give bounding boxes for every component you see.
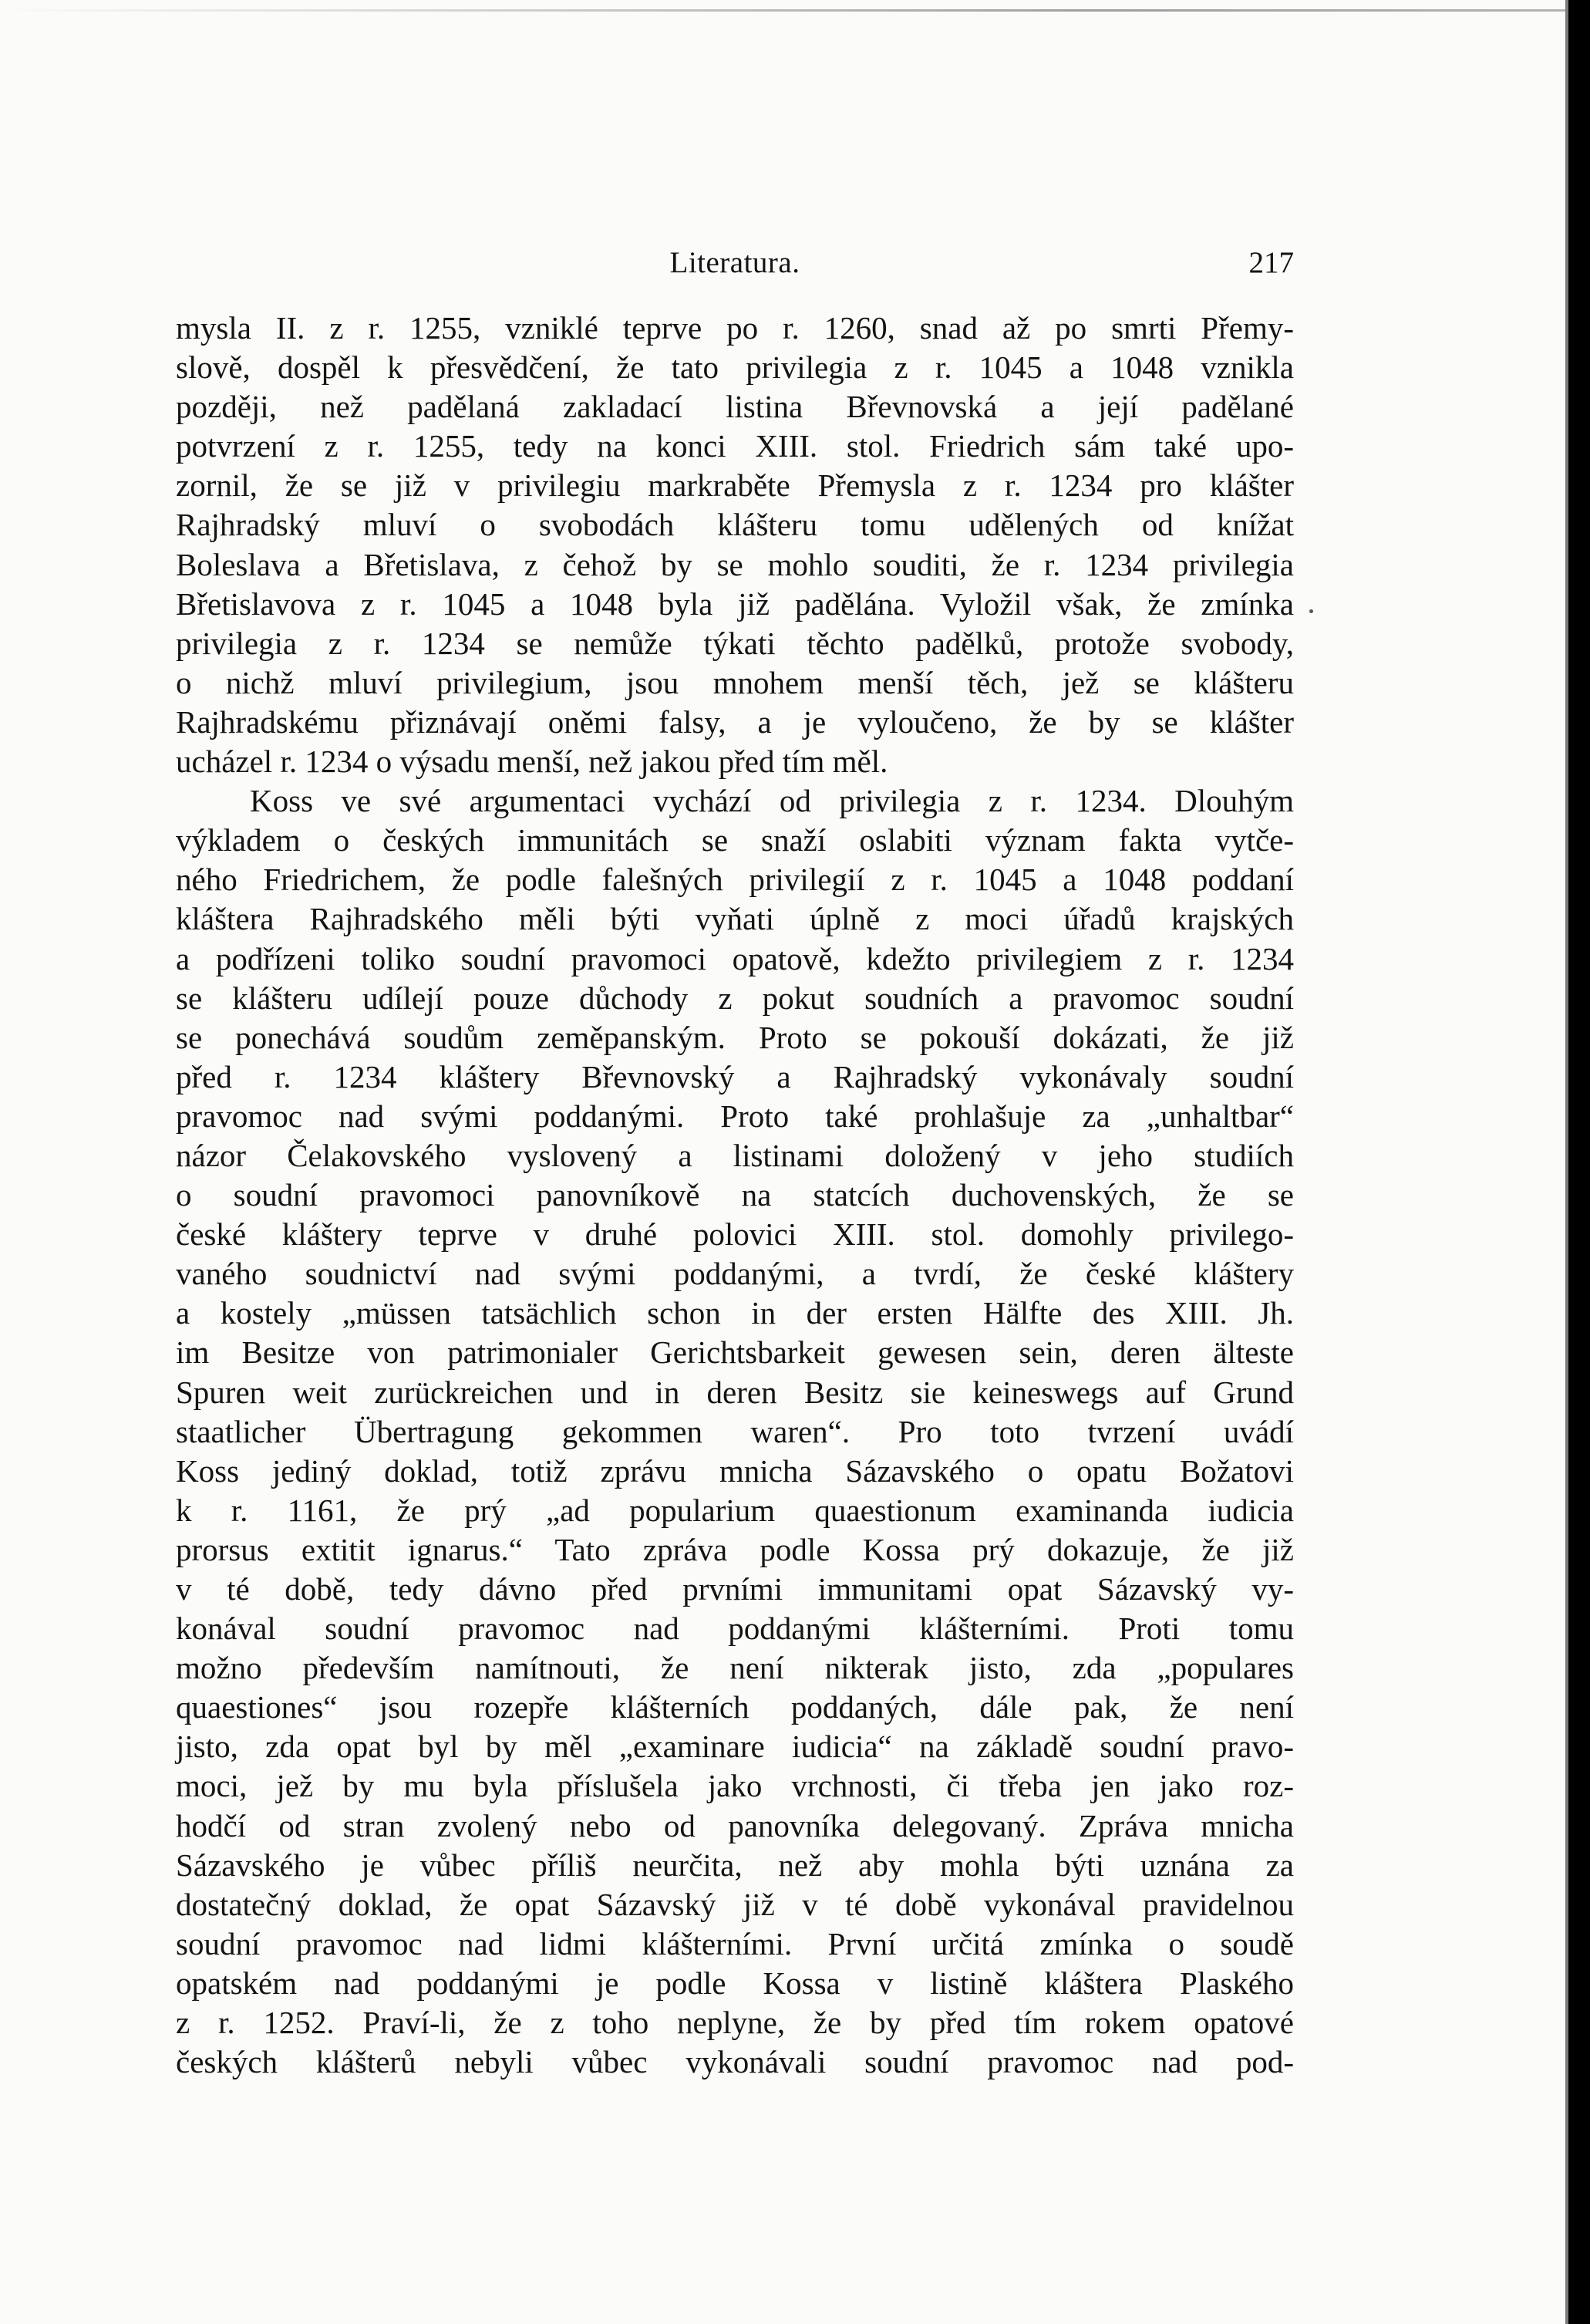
text-line: prorsus extitit ignarus.“ Tato zpráva podle Kossa prý dokazuje, že již [176, 1531, 1294, 1567]
text-line: slově, dospěl k přesvědčení, že tato privilegia z r. 1045 a 1048 vznikla [176, 349, 1294, 386]
scan-artifact-line [0, 9, 1565, 12]
text-line: české kláštery teprve v druhé polovici XIII. stol. domohly privilego- [176, 1216, 1294, 1253]
text-line: před r. 1234 kláštery Břevnovský a Rajhradský vykonávaly soudní [176, 1058, 1294, 1095]
text-line: o soudní pravomoci panovníkově na statcích duchovenských, že se [176, 1177, 1294, 1213]
text-line: im Besitze von patrimonialer Gerichtsbarkeit gewesen sein, deren älteste [176, 1334, 1294, 1371]
text-line: možno především namítnouti, že není nikterak jisto, zda „populares [176, 1650, 1294, 1686]
text-line: ného Friedrichem, že podle falešných privilegií z r. 1045 a 1048 poddaní [176, 862, 1294, 898]
text-line: později, než padělaná zakladací listina Břevnovská a její padělané [176, 389, 1294, 425]
running-head [176, 245, 1294, 284]
paragraph-start-line: Koss ve své argumentaci vychází od privilegia z r. 1234. Dlouhým [250, 783, 1294, 819]
text-line: Rajhradský mluví o svobodách klášteru tomu udělených od knížat [176, 507, 1294, 543]
text-line: a podřízeni toliko soudní pravomoci opatově, kdežto privilegiem z r. 1234 [176, 940, 1294, 976]
text-line: o nichž mluví privilegium, jsou mnohem menší těch, jež se klášteru [176, 664, 1294, 700]
text-line: moci, jež by mu byla příslušela jako vrchnosti, či třeba jen jako roz- [176, 1768, 1294, 1804]
text-line: quaestiones“ jsou rozepře klášterních poddaných, dále pak, že není [176, 1689, 1294, 1725]
text-line: ucházel r. 1234 o výsadu menší, než jakou před tím měl. [176, 744, 888, 780]
text-line: Boleslava a Břetislava, z čehož by se mohlo souditi, že r. 1234 privilegia [176, 546, 1294, 582]
text-line: jisto, zda opat byl by měl „examinare iudicia“ na základě soudní pravo- [176, 1729, 1294, 1765]
text-line: Spuren weit zurückreichen und in deren Besitz sie keineswegs auf Grund [176, 1374, 1294, 1410]
text-line: se ponechává soudům zeměpanským. Proto se pokouší dokázati, že již [176, 1019, 1294, 1055]
text-line: opatském nad poddanými je podle Kossa v listině kláštera Plaského [176, 1965, 1294, 2001]
page-edge [1565, 0, 1568, 2324]
page-number: 217 [1248, 246, 1294, 279]
text-line: se klášteru udílejí pouze důchody z pokut soudních a pravomoc soudní [176, 980, 1294, 1016]
text-line: soudní pravomoc nad lidmi klášterními. První určitá zmínka o soudě [176, 1925, 1294, 1961]
text-line: českých klášterů nebyli vůbec vykonávali soudní pravomoc nad pod- [176, 2044, 1294, 2080]
text-line: Sázavského je vůbec příliš neurčita, než aby mohla býti uznána za [176, 1847, 1294, 1883]
text-line: konával soudní pravomoc nad poddanými klášterními. Proti tomu [176, 1611, 1294, 1647]
text-line: Rajhradskému přiznávají oněmi falsy, a je vyloučeno, že by se klášter [176, 703, 1294, 740]
scan-speck [1309, 609, 1313, 613]
text-line: v té době, tedy dávno před prvními immunitami opat Sázavský vy- [176, 1571, 1294, 1607]
text-line: výkladem o českých immunitách se snaží oslabiti význam fakta vytče- [176, 822, 1294, 858]
text-line: Koss jediný doklad, totiž zprávu mnicha Sázavského o opatu Božatovi [176, 1452, 1294, 1489]
text-line: mysla II. z r. 1255, vzniklé teprve po r. 1260, snad až po smrti Přemy- [176, 310, 1294, 346]
text-line: potvrzení z r. 1255, tedy na konci XIII. stol. Friedrich sám také upo- [176, 428, 1294, 464]
text-line: privilegia z r. 1234 se nemůže týkati těchto padělků, protože svobody, [176, 625, 1294, 661]
text-line: a kostely „müssen tatsächlich schon in der ersten Hälfte des XIII. Jh. [176, 1295, 1294, 1331]
text-line: vaného soudnictví nad svými poddanými, a tvrdí, že české kláštery [176, 1256, 1294, 1292]
text-line: dostatečný doklad, že opat Sázavský již v té době vykonával pravidelnou [176, 1886, 1294, 1922]
text-line: zornil, že se již v privilegiu markraběte Přemysla z r. 1234 pro klášter [176, 467, 1294, 504]
text-line: z r. 1252. Praví-li, že z toho neplyne, že by před tím rokem opatové [176, 2005, 1294, 2041]
text-line: kláštera Rajhradského měli býti vyňati úplně z moci úřadů krajských [176, 901, 1294, 937]
section-title: Literatura. [669, 246, 800, 279]
text-line: názor Čelakovského vyslovený a listinami doložený v jeho studiích [176, 1137, 1294, 1173]
text-line: pravomoc nad svými poddanými. Proto také prohlašuje za „unhaltbar“ [176, 1098, 1294, 1134]
text-line: staatlicher Übertragung gekommen waren“. Pro toto tvrzení uvádí [176, 1413, 1294, 1449]
text-line: hodčí od stran zvolený nebo od panovníka delegovaný. Zpráva mnicha [176, 1807, 1294, 1843]
text-line: Břetislavova z r. 1045 a 1048 byla již padělána. Vyložil však, že zmínka [176, 585, 1294, 622]
body-text [176, 309, 1294, 2082]
text-line: k r. 1161, že prý „ad popularium quaestionum examinanda iudicia [176, 1492, 1294, 1528]
